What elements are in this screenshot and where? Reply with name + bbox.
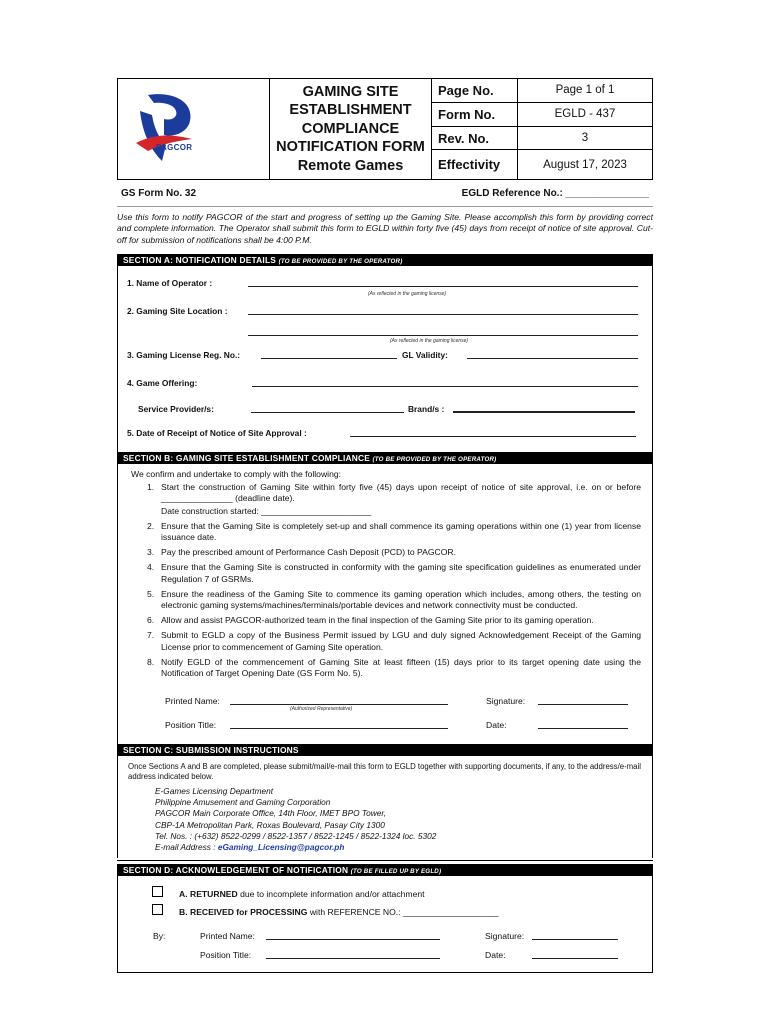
email-link[interactable]: eGaming_Licensing@pagcor.ph <box>217 841 345 852</box>
section-a-note: (TO BE PROVIDED BY THE OPERATOR) <box>278 258 403 266</box>
logo-cell <box>118 79 270 179</box>
b-signature-input[interactable] <box>538 696 628 705</box>
section-d-header <box>117 864 653 876</box>
item-number: 7. <box>147 630 155 641</box>
form-no-label: Form No. <box>432 103 518 126</box>
effectivity-label: Effectivity <box>432 150 518 179</box>
b-printed-name-label: Printed Name: <box>165 696 220 707</box>
list-item <box>147 521 641 543</box>
item-number: 6. <box>147 615 155 626</box>
form-page <box>117 78 653 973</box>
address-line: CBP-1A Metropolitan Park, Roxas Boulevard, Pasay City 1300 <box>155 819 385 830</box>
item-text: Pay the prescribed amount of Performance Cash Deposit (PCD) to PAGCOR. <box>161 547 457 558</box>
authorized-note: (Authorized Representative) <box>290 706 353 713</box>
form-header <box>117 78 653 180</box>
license-input[interactable] <box>261 350 397 359</box>
item-number: 1. <box>147 482 155 493</box>
returned-text <box>179 889 425 899</box>
effectivity-value: August 17, 2023 <box>543 158 627 171</box>
section-b-note: (TO BE PROVIDED BY THE OPERATOR) <box>372 456 497 464</box>
item-text: Ensure the readiness of the Gaming Site to commence its gaming operation which includes, among others, the testing on electronic gaming systems/machines/terminals/portable devices and network connectivity must be conducted. <box>161 588 641 611</box>
b-signature-block <box>118 696 652 744</box>
section-b-title: SECTION B: GAMING SITE ESTABLISHMENT COMPLIANCE <box>123 453 371 464</box>
offering-label: 4. Game Offering: <box>127 378 198 389</box>
section-d-body <box>117 876 653 973</box>
title-line-5: Remote Games <box>297 157 404 174</box>
operator-note: (As reflected in the gaming license) <box>368 291 447 298</box>
section-b-body <box>117 464 653 744</box>
rev-no-value: 3 <box>581 132 589 145</box>
returned-checkbox[interactable] <box>152 886 163 897</box>
operator-label: 1. Name of Operator : <box>127 278 213 289</box>
list-item <box>147 615 641 626</box>
receipt-label: 5. Date of Receipt of Notice of Site Approval : <box>127 428 307 439</box>
gl-validity-label: GL Validity: <box>402 350 448 361</box>
section-b <box>117 452 653 744</box>
gl-validity-input[interactable] <box>467 350 638 359</box>
section-c <box>117 744 653 858</box>
email-label: E-mail Address : <box>155 841 218 852</box>
location-input-1[interactable] <box>248 306 638 315</box>
list-item <box>147 482 641 517</box>
by-label: By: <box>153 931 166 942</box>
gs-form-no: GS Form No. 32 <box>121 188 197 199</box>
egld-address <box>118 786 652 853</box>
form-number-row <box>117 188 653 199</box>
compliance-list <box>118 482 652 679</box>
title-line-1: GAMING SITE <box>302 83 399 100</box>
providers-input[interactable] <box>251 404 404 413</box>
rev-no-label: Rev. No. <box>432 127 518 150</box>
b-position-input[interactable] <box>230 720 448 729</box>
d-printed-name-label: Printed Name: <box>200 931 255 942</box>
b-date-label: Date: <box>486 720 507 731</box>
section-c-body <box>117 756 653 858</box>
form-meta <box>432 79 652 179</box>
page-no-value: Page 1 of 1 <box>555 84 615 97</box>
title-line-4: NOTIFICATION FORM <box>276 139 425 156</box>
d-date-input[interactable] <box>532 950 618 959</box>
brands-label: Brand/s : <box>408 404 445 415</box>
received-label: B. RECEIVED for PROCESSING <box>179 907 308 918</box>
item-text: Start the construction of Gaming Site within forty five (45) days upon receipt of notice of site approval, i.e. on or before _______________ (deadline date). <box>161 482 641 504</box>
brands-input[interactable] <box>453 404 635 413</box>
b-position-label: Position Title: <box>165 720 217 731</box>
submission-text: Once Sections A and B are completed, please submit/mail/e-mail this form to EGLD together with supporting documents, if any, to the address/e-mail address indicated below. <box>128 762 641 782</box>
date-construction-started[interactable]: Date construction started: _______________________ <box>161 505 372 516</box>
list-item <box>147 630 641 652</box>
receipt-input[interactable] <box>350 428 636 437</box>
title-line-3: COMPLIANCE <box>301 120 400 137</box>
location-note: (As reflected in the gaming license) <box>390 338 469 345</box>
location-input-2[interactable] <box>248 327 638 336</box>
received-desc: with REFERENCE NO.: ____________________ <box>307 907 499 918</box>
d-position-input[interactable] <box>266 950 440 959</box>
section-a-body <box>117 266 653 452</box>
section-c-header <box>117 744 653 756</box>
offering-input[interactable] <box>252 378 638 387</box>
form-no-value: EGLD - 437 <box>554 108 616 121</box>
form-title <box>270 79 432 179</box>
location-label: 2. Gaming Site Location : <box>127 306 228 317</box>
d-position-label: Position Title: <box>200 950 252 961</box>
item-number: 8. <box>147 656 155 667</box>
section-a <box>117 254 653 452</box>
pagcor-logo <box>134 89 214 169</box>
d-date-label: Date: <box>485 950 506 961</box>
item-number: 4. <box>147 562 155 573</box>
title-line-2: ESTABLISHMENT <box>289 102 412 119</box>
list-item <box>147 657 641 679</box>
section-b-header <box>117 452 653 464</box>
section-d <box>117 860 653 973</box>
operator-input[interactable] <box>248 278 638 287</box>
address-line: E-Games Licensing Department <box>155 786 274 797</box>
section-d-note: (TO BE FILLED UP BY EGLD) <box>350 868 442 876</box>
returned-label: A. RETURNED <box>179 889 238 900</box>
item-text: Ensure that the Gaming Site is constructed in conformity with the gaming site specification guidelines as enumerated under Regulation 7 of GSRMs. <box>161 562 641 584</box>
b-date-input[interactable] <box>538 720 628 729</box>
list-item <box>147 589 641 611</box>
d-printed-name-input[interactable] <box>266 931 440 940</box>
received-checkbox[interactable] <box>152 904 163 915</box>
item-text: Submit to EGLD a copy of the Business Permit issued by LGU and duly signed Acknowledgement Receipt of the Gaming License prior to commencement of Gaming Site operation. <box>161 630 641 652</box>
item-text: Ensure that the Gaming Site is completely set-up and shall commence its gaming operations within one (1) year from license issuance date. <box>161 520 641 543</box>
egld-reference-no[interactable]: EGLD Reference No.: _______________ <box>461 188 649 199</box>
email-line <box>155 842 652 853</box>
returned-desc: due to incomplete information and/or attachment <box>237 889 425 900</box>
section-d-title: SECTION D: ACKNOWLEDGEMENT OF NOTIFICATION <box>123 865 349 876</box>
section-a-header <box>117 254 653 266</box>
section-c-title: SECTION C: SUBMISSION INSTRUCTIONS <box>123 745 299 756</box>
license-label: 3. Gaming License Reg. No.: <box>127 350 241 361</box>
providers-label: Service Provider/s: <box>138 404 214 415</box>
item-number: 3. <box>147 547 155 558</box>
logo-text: PAGCOR <box>156 143 193 152</box>
address-line: Tel. Nos. : (+632) 8522-0299 / 8522-1357 / 8522-1245 / 8522-1324 loc. 5302 <box>155 830 437 841</box>
confirm-text: We confirm and undertake to comply with the following: <box>131 469 342 480</box>
item-text: Notify EGLD of the commencement of Gaming Site at least fifteen (15) days prior to its target opening date using the Notification of Target Opening Date (GS Form No. 5). <box>161 656 641 679</box>
page-no-label: Page No. <box>432 79 518 102</box>
item-text: Allow and assist PAGCOR-authorized team in the final inspection of the Gaming Site prior to its gaming operation. <box>161 615 594 626</box>
received-text <box>179 907 499 917</box>
section-a-title: SECTION A: NOTIFICATION DETAILS <box>123 255 277 266</box>
intro-text: Use this form to notify PAGCOR of the start and progress of setting up the Gaming Site. Please accomplish this form by providing correct and complete information. The Operator shall submit this form to EGLD within forty five (45) days from receipt of notice of site approval. Cut-off for submission of notifications shall be 4:00 P.M. <box>117 206 653 246</box>
list-item <box>147 562 641 584</box>
d-signature-label: Signature: <box>485 931 525 942</box>
address-line: Philippine Amusement and Gaming Corporation <box>155 797 331 808</box>
b-signature-label: Signature: <box>486 696 526 707</box>
item-number: 2. <box>147 520 155 531</box>
item-number: 5. <box>147 588 155 599</box>
b-printed-name-input[interactable] <box>230 696 448 705</box>
list-item <box>147 547 641 558</box>
d-signature-input[interactable] <box>532 931 618 940</box>
address-line: PAGCOR Main Corporate Office, 14th Floor, IMET BPO Tower, <box>155 808 387 819</box>
